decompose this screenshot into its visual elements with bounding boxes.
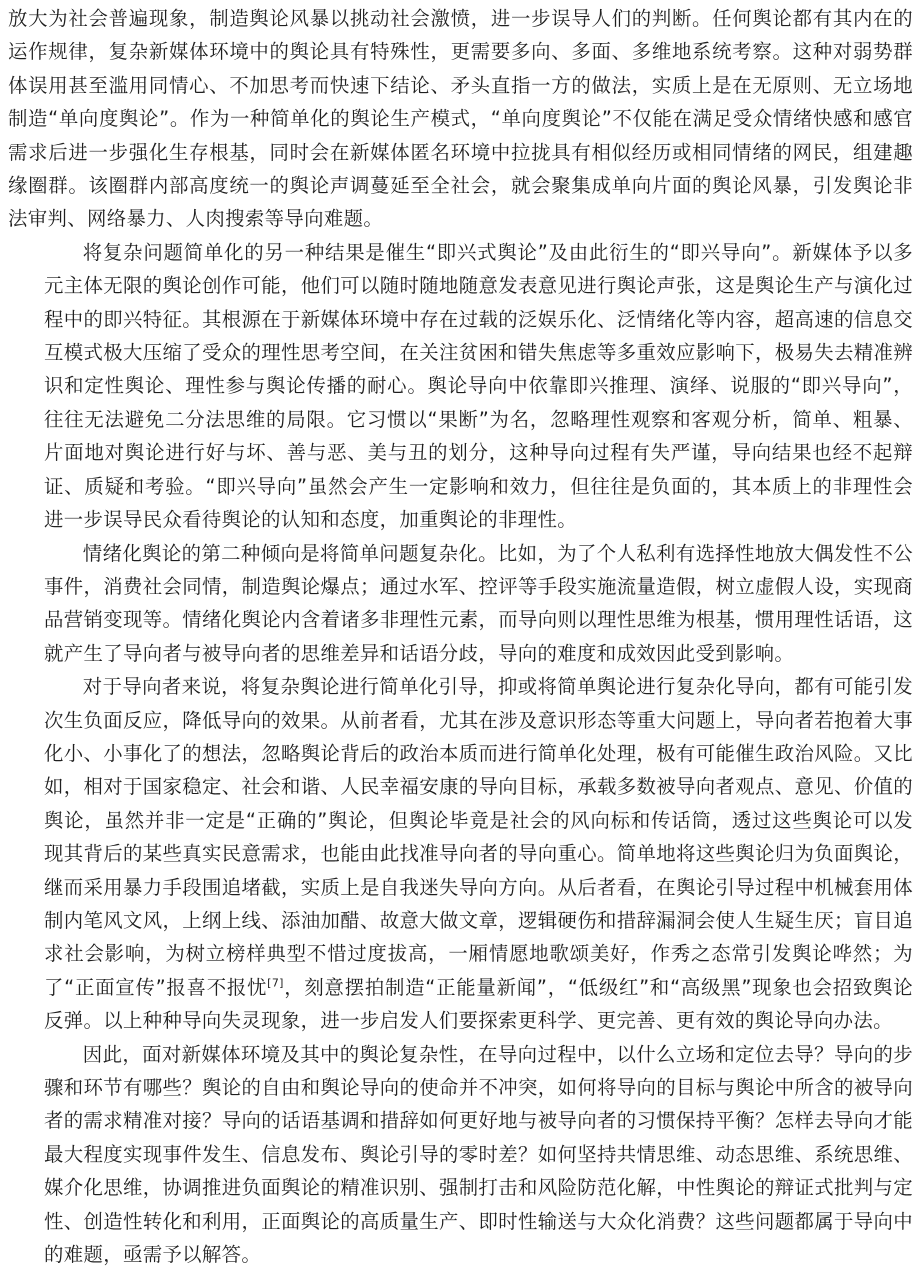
paragraph-guide-perspective-part-1: 对于导向者来说，将复杂舆论进行简单化引导，抑或将简单舆论进行复杂化导向，都有可能引发次生负面反应，降低导向的效果。从前者看，尤其在涉及意识形态等重大问题上，导向者若抱着大事化小、小事化了的想法，忽略舆论背后的政治本质而进行简单化处理，极有可能催生政治风险。又比如，相对于国家稳定、社会和谐、人民幸福安康的导向目标，承载多数被导向者观点、意见、价值的舆论，虽然并非一定是“正确的”舆论，但舆论毕竟是社会的风向标和传话筒，透过这些舆论可以发现其背后的某些真实民意需求，也能由此找准导向者的导向重心。简单地将这些舆论归为负面舆论，继而采用暴力手段围追堵截，实质上是自我迷失导向方向。从后者看，在舆论引导过程中机械套用体制内笔风文风，上纲上线、添油加醋、故意大做文章，逻辑硬伤和措辞漏洞会使人生疑生厌；盲目追求社会影响，为树立榜样典型不惜过度拔高，一厢情愿地歌颂美好，作秀之态常引发舆论哗然；为了“正面宣传”报喜不报忧	[44, 675, 913, 999]
citation-superscript: [7]	[267, 976, 284, 990]
paragraph-guide-perspective-part-2: ，刻意摆拍制造“正能量新闻”，“低级红”和“高级黑”现象也会招致舆论反弹。以上种种导向失灵现象，进一步启发人们要探索更科学、更完善、更有效的舆论导向办法。	[44, 975, 913, 1033]
paragraph-continuation: 放大为社会普遍现象，制造舆论风暴以挑动社会激愤，进一步误导人们的判断。任何舆论都有其内在的运作规律，复杂新媒体环境中的舆论具有特殊性，更需要多向、多面、多维地系统考察。这种对弱势群体误用甚至滥用同情心、不加思考而快速下结论、矛头直指一方的做法，实质上是在无原则、无立场地制造“单向度舆论”。作为一种简单化的舆论生产模式，“单向度舆论”不仅能在满足受众情绪快感和感官需求后进一步强化生存根基，同时会在新媒体匿名环境中拉拢具有相似经历或相同情绪的网民，组建趣缘圈群。该圈群内部高度统一的舆论声调蔓延至全社会，就会聚集成单向片面的舆论风暴，引发舆论非法审判、网络暴力、人肉搜索等导向难题。	[8, 7, 913, 231]
paragraph-complication-tendency: 情绪化舆论的第二种倾向是将简单问题复杂化。比如，为了个人私利有选择性地放大偶发性不公事件，消费社会同情，制造舆论爆点；通过水军、控评等手段实施流量造假，树立虚假人设，实现商品营销变现等。情绪化舆论内含着诸多非理性元素，而导向则以理性思维为根基，惯用理性话语，这就产生了导向者与被导向者的思维差异和话语分歧，导向的难度和成效因此受到影响。	[44, 541, 913, 665]
paragraph-guide-perspective	[44, 670, 913, 1037]
paragraph-conclusion-questions: 因此，面对新媒体环境及其中的舆论复杂性，在导向过程中，以什么立场和定位去导？导向的步骤和环节有哪些？舆论的自由和舆论导向的使命并不冲突，如何将导向的目标与舆论中所含的被导向者的需求精准对接？导向的话语基调和措辞如何更好地与被导向者的习惯保持平衡？怎样去导向才能最大程度实现事件发生、信息发布、舆论引导的零时差？如何坚持共情思维、动态思维、系统思维、媒介化思维，协调推进负面舆论的精准识别、强制打击和风险防范化解，中性舆论的辩证式批判与定性、创造性转化和利用，正面舆论的高质量生产、即时性输送与大众化消费？这些问题都属于导向中的难题，亟需予以解答。	[44, 1042, 913, 1267]
paragraph-impromptu-guidance: 将复杂问题简单化的另一种结果是催生“即兴式舆论”及由此衍生的“即兴导向”。新媒体予以多元主体无限的舆论创作可能，他们可以随时随地随意发表意见进行舆论声张，这是舆论生产与演化过程中的即兴特征。其根源在于新媒体环境中存在过载的泛娱乐化、泛情绪化等内容，超高速的信息交互模式极大压缩了受众的理性思考空间，在关注贫困和错失焦虑等多重效应影响下，极易失去精准辨识和定性舆论、理性参与舆论传播的耐心。舆论导向中依靠即兴推理、演绎、说服的“即兴导向”，往往无法避免二分法思维的局限。它习惯以“果断”为名，忽略理性观察和客观分析，简单、粗暴、片面地对舆论进行好与坏、善与恶、美与丑的划分，这种导向过程有失严谨，导向结果也经不起辩证、质疑和考验。“即兴导向”虽然会产生一定影响和效力，但往往是负面的，其本质上的非理性会进一步误导民众看待舆论的认知和态度，加重舆论的非理性。	[44, 240, 913, 532]
